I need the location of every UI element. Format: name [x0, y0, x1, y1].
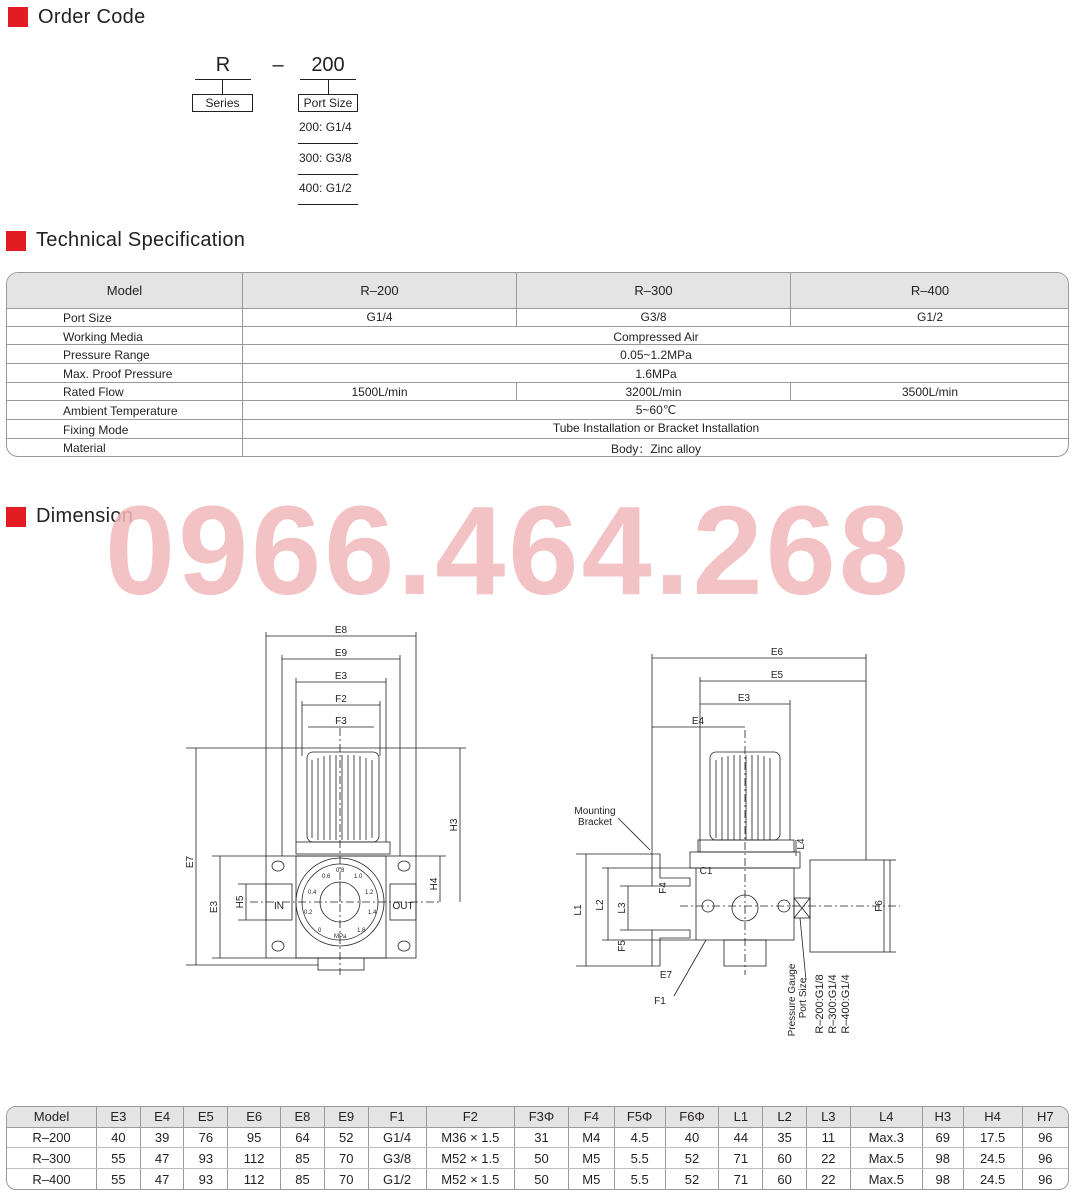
dims-cell: 39: [140, 1127, 184, 1148]
dims-cell: 60: [763, 1169, 807, 1189]
dims-cell: 52: [665, 1169, 719, 1189]
dim-label: H5: [235, 895, 246, 909]
dimension-table: [6, 1106, 1069, 1190]
pressure-gauge-label: Pressure Gauge: [787, 963, 798, 1037]
dim-label: F1: [654, 996, 666, 1007]
spec-row-divider: [7, 326, 1068, 327]
dims-cell: 24.5: [963, 1148, 1022, 1169]
spec-header-model: Model: [106, 283, 143, 298]
dims-cell: M5: [568, 1169, 614, 1189]
dims-cell: 40: [665, 1127, 719, 1148]
dim-label: L1: [573, 904, 584, 916]
dims-cell: R–300: [7, 1148, 97, 1169]
mounting-bracket-label: Mounting: [574, 806, 616, 817]
dim-label: F2: [335, 694, 347, 705]
dims-cell: 112: [228, 1148, 281, 1169]
spec-value: 1500L/min: [351, 385, 408, 399]
spec-header-r200: R–200: [360, 283, 399, 298]
dims-header: F4: [568, 1107, 614, 1127]
dims-cell: 98: [922, 1148, 963, 1169]
dims-cell: 71: [719, 1148, 763, 1169]
dims-header: F5Φ: [614, 1107, 665, 1127]
dims-header: L2: [763, 1107, 807, 1127]
dims-header: F6Φ: [665, 1107, 719, 1127]
option-divider: [298, 143, 358, 144]
dims-header: E6: [228, 1107, 281, 1127]
dims-cell: Max.3: [850, 1127, 922, 1148]
spec-row-divider: [7, 419, 1068, 420]
spec-value: 3500L/min: [901, 385, 959, 399]
dims-cell: 60: [763, 1148, 807, 1169]
spec-header-r300: R–300: [634, 283, 673, 298]
dims-cell: M52 × 1.5: [426, 1148, 515, 1169]
spec-row-label: Ambient Temperature: [63, 404, 178, 418]
spec-value: G1/2: [916, 310, 943, 324]
dims-cell: 11: [806, 1127, 850, 1148]
series-underline: [195, 79, 251, 80]
spec-value: G1/4: [366, 310, 393, 324]
gauge-number: 1.2: [365, 890, 374, 896]
pressure-gauge-label: R–300:G1/4: [827, 974, 839, 1034]
dim-label: E7: [185, 855, 196, 869]
table-row: [7, 1148, 1068, 1169]
dims-cell: 5.5: [614, 1148, 665, 1169]
dims-cell: G3/8: [368, 1148, 426, 1169]
dims-header: F2: [426, 1107, 515, 1127]
option-divider: [298, 204, 358, 205]
spec-row-divider: [7, 382, 1068, 383]
table-row: [7, 1127, 1068, 1148]
dim-label: H4: [429, 877, 440, 891]
dim-label: E3: [209, 900, 220, 914]
pressure-gauge-label: R–400:G1/4: [840, 974, 852, 1034]
dims-cell: R–400: [7, 1169, 97, 1189]
dims-cell: 70: [324, 1169, 368, 1189]
dim-label: F4: [658, 882, 669, 894]
dims-cell: 35: [763, 1127, 807, 1148]
section-marker: [6, 507, 26, 527]
dims-cell: 22: [806, 1169, 850, 1189]
spec-row-label: Working Media: [63, 330, 143, 344]
tech-spec-title: Technical Specification: [36, 229, 246, 251]
dims-cell: M4: [568, 1127, 614, 1148]
dims-cell: M36 × 1.5: [426, 1127, 515, 1148]
dim-label: L3: [617, 902, 628, 914]
dims-cell: Max.5: [850, 1148, 922, 1169]
spec-row-divider: [7, 438, 1068, 439]
dim-label: H3: [449, 818, 460, 832]
dims-header: H3: [922, 1107, 963, 1127]
size-code: 200: [311, 54, 345, 76]
dim-label: L2: [595, 899, 606, 911]
gauge-number: 1.6: [357, 928, 366, 934]
dims-cell: 50: [515, 1148, 569, 1169]
dims-cell: 96: [1038, 1171, 1053, 1187]
dims-cell: 93: [184, 1148, 228, 1169]
spec-row-label: Material: [63, 441, 106, 455]
spec-value: 3200L/min: [625, 385, 682, 399]
gauge-number: 0.2: [304, 910, 313, 916]
series-label: Series: [192, 94, 253, 112]
dims-cell: M52 × 1.5: [426, 1169, 515, 1189]
dims-header: E5: [184, 1107, 228, 1127]
dims-cell: 70: [324, 1148, 368, 1169]
dims-header: F3Φ: [515, 1107, 569, 1127]
dimension-title: Dimension: [36, 505, 134, 527]
dims-cell: 50: [515, 1169, 569, 1189]
code-dash: –: [272, 54, 284, 76]
dims-cell: R–200: [7, 1127, 97, 1148]
spec-row-label: Fixing Mode: [63, 423, 129, 437]
dims-cell: 24.5: [963, 1169, 1022, 1189]
dims-header: H4: [963, 1107, 1022, 1127]
dim-label: E3: [334, 671, 348, 682]
dims-cell: 52: [665, 1148, 719, 1169]
dims-cell: 22: [806, 1148, 850, 1169]
dims-cell: 4.5: [614, 1127, 665, 1148]
series-connector: [222, 79, 223, 94]
dims-cell: 96: [1022, 1148, 1068, 1169]
dim-label: E4: [691, 716, 705, 727]
order-code-title: Order Code: [38, 6, 146, 28]
dims-cell: 55: [97, 1148, 141, 1169]
dims-header: H7: [1022, 1107, 1068, 1127]
spec-row-label: Port Size: [63, 311, 112, 325]
spec-value: Tube Installation or Bracket Installation: [552, 421, 760, 435]
dims-cell: 44: [719, 1127, 763, 1148]
dims-cell: 5.5: [614, 1169, 665, 1189]
dims-cell: Max.5: [850, 1169, 922, 1189]
dims-cell: 52: [324, 1127, 368, 1148]
dim-label: F6: [874, 900, 885, 912]
dims-header: L3: [806, 1107, 850, 1127]
dims-cell: 85: [281, 1148, 325, 1169]
dims-cell: 96: [1022, 1127, 1068, 1148]
dims-header: L1: [719, 1107, 763, 1127]
dims-cell: 85: [281, 1169, 325, 1189]
dim-label: E3: [737, 693, 751, 704]
phone-watermark: 0966.464.268: [105, 480, 912, 621]
dims-cell: 76: [184, 1127, 228, 1148]
dims-cell: 95: [228, 1127, 281, 1148]
table-row: [7, 1169, 1068, 1189]
port-size-option: 400: G1/2: [299, 181, 352, 195]
spec-value: 1.6MPa: [635, 367, 677, 381]
dims-cell: 112: [228, 1169, 281, 1189]
gauge-number: 1.0: [354, 874, 363, 880]
dims-cell: 71: [719, 1169, 763, 1189]
gauge-number: 0.8: [336, 868, 345, 874]
port-out-label: OUT: [392, 901, 414, 912]
dims-header: E9: [324, 1107, 368, 1127]
spec-row-label: Rated Flow: [63, 385, 124, 399]
dims-header: E3: [97, 1107, 141, 1127]
dim-label: F5: [617, 940, 628, 952]
spec-header-r400: R–400: [910, 283, 950, 298]
spec-value: G3/8: [640, 310, 667, 324]
dims-cell: 17.5: [963, 1127, 1022, 1148]
dims-cell: 64: [281, 1127, 325, 1148]
dims-cell: 69: [922, 1127, 963, 1148]
spec-table: [6, 272, 1069, 457]
dims-header: E4: [140, 1107, 184, 1127]
gauge-number: 1.4: [368, 910, 377, 916]
dim-label: F3: [335, 716, 347, 727]
dims-header: E8: [281, 1107, 325, 1127]
mounting-bracket-label: Bracket: [578, 817, 612, 828]
spec-row-divider: [7, 400, 1068, 401]
dim-label: C1: [699, 866, 713, 877]
dims-header-row: [7, 1107, 1068, 1127]
option-divider: [298, 174, 358, 175]
dims-cell: 31: [515, 1127, 569, 1148]
spec-value: Body：Zinc alloy: [610, 442, 702, 456]
dims-cell: G1/4: [368, 1127, 426, 1148]
spec-value: 5~60℃: [635, 403, 677, 417]
gauge-number: 0.6: [322, 874, 331, 880]
spec-row-divider: [7, 344, 1068, 345]
port-size-option: 300: G3/8: [299, 151, 352, 165]
dims-cell: 98: [922, 1169, 963, 1189]
spec-row-label: Max. Proof Pressure: [63, 367, 173, 381]
pressure-gauge-label: Port Size: [798, 977, 809, 1019]
dim-label: E5: [770, 670, 784, 681]
gauge-number: 0.4: [308, 890, 317, 896]
dims-cell: M5: [568, 1148, 614, 1169]
port-in-label: IN: [274, 901, 284, 912]
pressure-gauge-label: R–200:G1/8: [814, 974, 826, 1034]
series-code: R: [215, 54, 231, 76]
dims-cell: G1/2: [368, 1169, 426, 1189]
dims-header: Model: [7, 1107, 97, 1127]
dims-header: L4: [850, 1107, 922, 1127]
gauge-number: MPa: [334, 934, 347, 940]
dim-label: L4: [796, 838, 807, 850]
dim-label: E8: [334, 625, 348, 636]
section-marker: [8, 7, 28, 27]
gauge-number: 0: [318, 928, 322, 934]
spec-row-divider: [7, 363, 1068, 364]
dimension-drawing: [0, 600, 1081, 1070]
section-marker: [6, 231, 26, 251]
dim-label: E7: [659, 970, 673, 981]
port-size-label: Port Size: [298, 94, 358, 112]
spec-row-label: Pressure Range: [63, 348, 150, 362]
port-size-option: 200: G1/4: [299, 120, 352, 134]
size-connector: [328, 79, 329, 94]
dims-header: F1: [368, 1107, 426, 1127]
dims-cell: 55: [97, 1169, 141, 1189]
spec-value: 0.05~1.2MPa: [620, 348, 692, 362]
dims-cell: 47: [140, 1169, 184, 1189]
dims-cell: 93: [184, 1169, 228, 1189]
spec-value: Compressed Air: [613, 330, 699, 344]
dims-cell: 47: [140, 1148, 184, 1169]
dim-label: E9: [334, 648, 348, 659]
dims-cell: 40: [97, 1127, 141, 1148]
dim-label: E6: [770, 647, 784, 658]
